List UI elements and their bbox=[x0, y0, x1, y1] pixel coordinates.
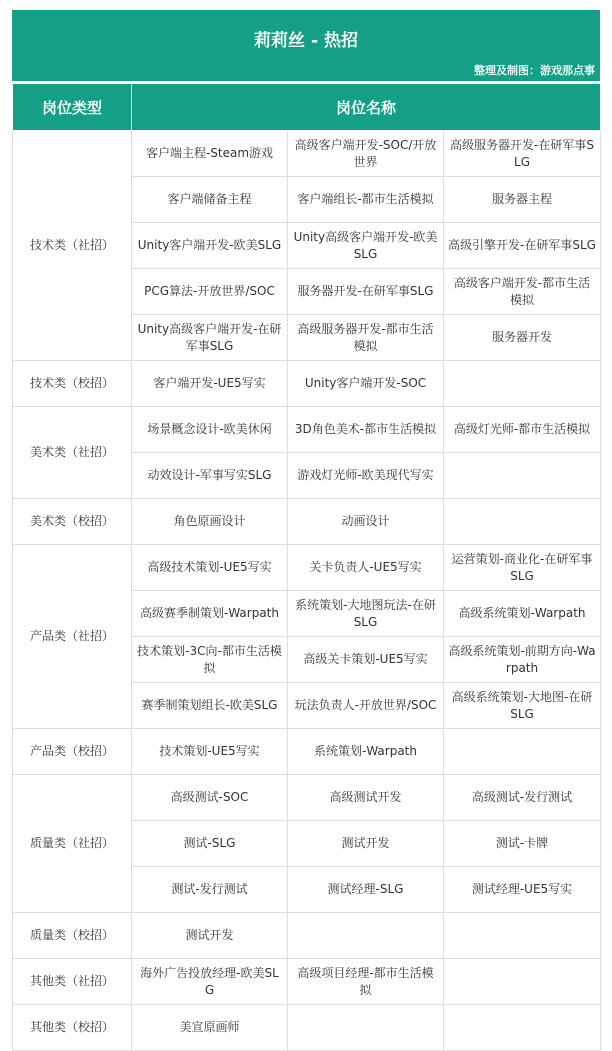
job-name-cell: 高级系统策划-前期方向-Warpath bbox=[444, 637, 601, 683]
job-name-cell: 客户端组长-都市生活模拟 bbox=[288, 177, 444, 223]
column-header-name: 岗位名称 bbox=[132, 84, 601, 131]
job-name-cell: 系统策划-Warpath bbox=[288, 729, 444, 775]
job-name-cell: 高级系统策划-大地图-在研SLG bbox=[444, 683, 601, 729]
table-row bbox=[13, 407, 601, 453]
job-type-cell: 质量类（校招） bbox=[13, 913, 132, 959]
job-name-cell: PCG算法-开放世界/SOC bbox=[132, 269, 288, 315]
job-name-cell: 高级客户端开发-SOC/开放世界 bbox=[288, 131, 444, 177]
job-name-cell: 测试开发 bbox=[132, 913, 288, 959]
job-name-cell bbox=[444, 453, 601, 499]
job-name-cell bbox=[444, 913, 601, 959]
job-name-cell: 角色原画设计 bbox=[132, 499, 288, 545]
job-name-cell: 游戏灯光师-欧美现代写实 bbox=[288, 453, 444, 499]
job-type-cell: 技术类（社招） bbox=[13, 131, 132, 361]
job-type-cell: 产品类（社招） bbox=[13, 545, 132, 729]
job-name-cell: 动画设计 bbox=[288, 499, 444, 545]
job-name-cell: 测试-发行测试 bbox=[132, 867, 288, 913]
job-name-cell: 美宣原画师 bbox=[132, 1005, 288, 1051]
job-name-cell: 3D角色美术-都市生活模拟 bbox=[288, 407, 444, 453]
job-name-cell: 服务器开发-在研军事SLG bbox=[288, 269, 444, 315]
job-name-cell: 高级技术策划-UE5写实 bbox=[132, 545, 288, 591]
job-name-cell bbox=[288, 913, 444, 959]
job-name-cell: Unity高级客户端开发-欧美SLG bbox=[288, 223, 444, 269]
job-name-cell bbox=[444, 959, 601, 1005]
job-name-cell bbox=[444, 1005, 601, 1051]
job-name-cell: 技术策划-UE5写实 bbox=[132, 729, 288, 775]
job-name-cell: 场景概念设计-欧美休闲 bbox=[132, 407, 288, 453]
table-header-row bbox=[13, 84, 601, 131]
job-name-cell: 高级测试-发行测试 bbox=[444, 775, 601, 821]
job-name-cell: 高级引擎开发-在研军事SLG bbox=[444, 223, 601, 269]
job-type-cell: 美术类（社招） bbox=[13, 407, 132, 499]
column-header-type: 岗位类型 bbox=[13, 84, 132, 131]
job-name-cell: 运营策划-商业化-在研军事SLG bbox=[444, 545, 601, 591]
job-name-cell: 高级测试开发 bbox=[288, 775, 444, 821]
job-name-cell: 客户端储备主程 bbox=[132, 177, 288, 223]
job-name-cell: 服务器主程 bbox=[444, 177, 601, 223]
table-row bbox=[13, 131, 601, 177]
job-name-cell: 测试开发 bbox=[288, 821, 444, 867]
job-name-cell: 高级赛季制策划-Warpath bbox=[132, 591, 288, 637]
page-title: 莉莉丝 - 热招 bbox=[254, 31, 358, 51]
job-name-cell: 服务器开发 bbox=[444, 315, 601, 361]
job-name-cell: 客户端开发-UE5写实 bbox=[132, 361, 288, 407]
job-name-cell: 高级服务器开发-在研军事SLG bbox=[444, 131, 601, 177]
table-row bbox=[13, 729, 601, 775]
job-name-cell: Unity客户端开发-SOC bbox=[288, 361, 444, 407]
table-row bbox=[13, 361, 601, 407]
job-name-cell: 高级项目经理-都市生活模拟 bbox=[288, 959, 444, 1005]
job-type-cell: 其他类（校招） bbox=[13, 1005, 132, 1051]
job-type-cell: 产品类（校招） bbox=[13, 729, 132, 775]
job-name-cell bbox=[444, 499, 601, 545]
job-name-cell: 高级灯光师-都市生活模拟 bbox=[444, 407, 601, 453]
job-name-cell: 海外广告投放经理-欧美SLG bbox=[132, 959, 288, 1005]
table-row bbox=[13, 775, 601, 821]
credit-line: 整理及制图：游戏那点事 bbox=[474, 64, 595, 77]
job-name-cell: 高级客户端开发-都市生活模拟 bbox=[444, 269, 601, 315]
job-name-cell: 测试经理-UE5写实 bbox=[444, 867, 601, 913]
table-row bbox=[13, 913, 601, 959]
job-name-cell bbox=[288, 1005, 444, 1051]
job-name-cell bbox=[444, 729, 601, 775]
job-name-cell: 关卡负责人-UE5写实 bbox=[288, 545, 444, 591]
job-type-cell: 质量类（社招） bbox=[13, 775, 132, 913]
job-type-cell: 技术类（校招） bbox=[13, 361, 132, 407]
job-name-cell: 测试经理-SLG bbox=[288, 867, 444, 913]
job-name-cell: 高级系统策划-Warpath bbox=[444, 591, 601, 637]
job-table bbox=[12, 83, 601, 1051]
job-name-cell: 客户端主程-Steam游戏 bbox=[132, 131, 288, 177]
table-body bbox=[13, 131, 601, 1051]
job-name-cell: 测试-卡牌 bbox=[444, 821, 601, 867]
job-name-cell: Unity客户端开发-欧美SLG bbox=[132, 223, 288, 269]
job-name-cell: 高级测试-SOC bbox=[132, 775, 288, 821]
job-name-cell: 赛季制策划组长-欧美SLG bbox=[132, 683, 288, 729]
table-row bbox=[13, 959, 601, 1005]
job-name-cell bbox=[444, 361, 601, 407]
job-name-cell: 玩法负责人-开放世界/SOC bbox=[288, 683, 444, 729]
job-name-cell: 高级服务器开发-都市生活模拟 bbox=[288, 315, 444, 361]
table-row bbox=[13, 545, 601, 591]
table-row bbox=[13, 499, 601, 545]
job-name-cell: 技术策划-3C向-都市生活模拟 bbox=[132, 637, 288, 683]
job-name-cell: 测试-SLG bbox=[132, 821, 288, 867]
header-banner bbox=[12, 10, 600, 83]
job-name-cell: 高级关卡策划-UE5写实 bbox=[288, 637, 444, 683]
job-name-cell: 系统策划-大地图玩法-在研SLG bbox=[288, 591, 444, 637]
table-row bbox=[13, 1005, 601, 1051]
job-type-cell: 美术类（校招） bbox=[13, 499, 132, 545]
job-name-cell: Unity高级客户端开发-在研军事SLG bbox=[132, 315, 288, 361]
job-name-cell: 动效设计-军事写实SLG bbox=[132, 453, 288, 499]
job-type-cell: 其他类（社招） bbox=[13, 959, 132, 1005]
job-table-card bbox=[12, 10, 600, 1051]
